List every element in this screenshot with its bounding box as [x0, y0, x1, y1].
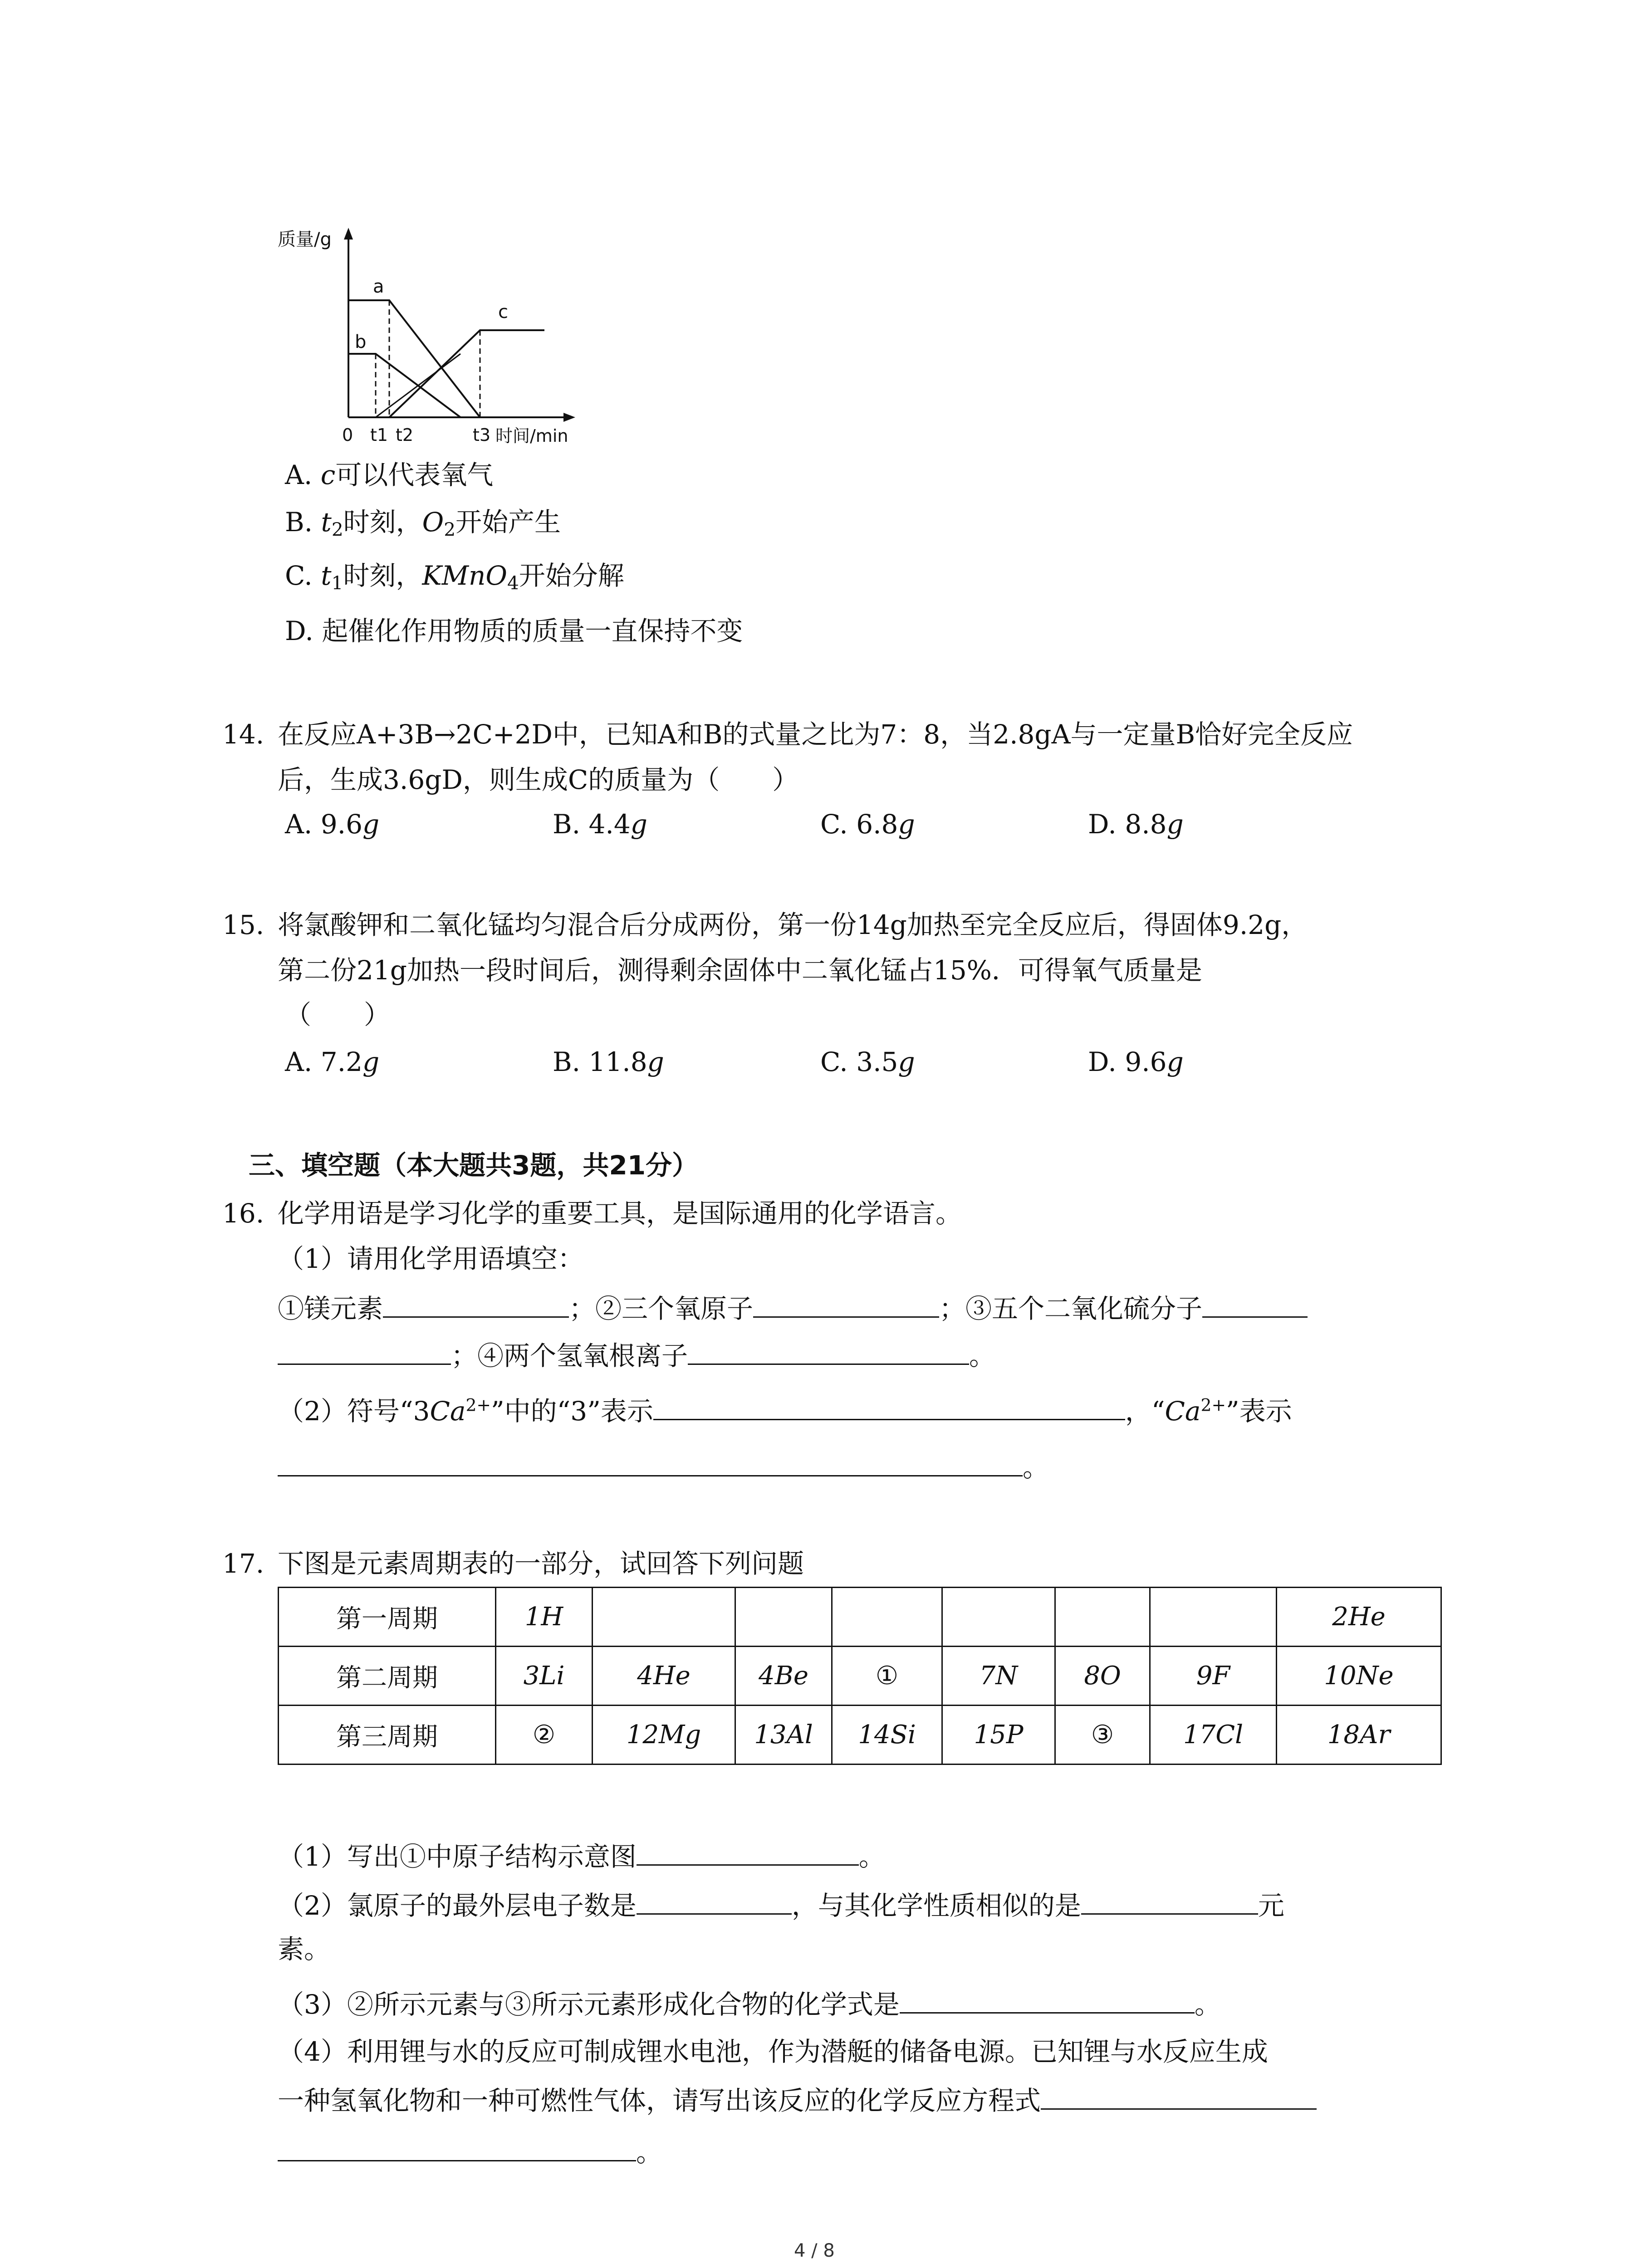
- mass-time-graph: [268, 218, 585, 458]
- table-row: [279, 1588, 1441, 1647]
- graph-tick-0: 0: [342, 425, 353, 445]
- q17-sub-2-cont: 素。: [278, 1934, 331, 1965]
- q17-sub-4-line-1: （4）利用锂与水的反应可制成锂水电池，作为潜艇的储备电源。已知锂与水反应生成: [278, 2036, 1268, 2067]
- q14-option-a: A. 9.6g: [285, 809, 380, 840]
- table-cell: 9F: [1150, 1647, 1277, 1706]
- q13-option-b: B. $t_2$时刻，$O_2$开始产生: [285, 507, 561, 541]
- q17-blank-2[interactable]: [637, 1891, 792, 1915]
- q16-blank-2[interactable]: [753, 1294, 939, 1318]
- table-cell: 4He: [593, 1647, 735, 1706]
- q15-option-d: D. 9.6g: [1088, 1046, 1184, 1077]
- table-cell: [832, 1588, 942, 1647]
- q15-line-2: 第二份21g加热一段时间后，测得剩余固体中二氧化锰占15%．可得氧气质量是: [278, 955, 1202, 986]
- q13-option-d: D. 起催化作用物质的质量一直保持不变: [285, 616, 743, 646]
- table-row: [279, 1706, 1441, 1765]
- table-cell: 7N: [942, 1647, 1055, 1706]
- table-cell: 8O: [1055, 1647, 1150, 1706]
- graph-tick-t1: t1: [370, 425, 388, 445]
- q17-sub-4-line-2: 一种氢氧化物和一种可燃性气体，请写出该反应的化学反应方程式: [278, 2086, 1317, 2114]
- table-cell: 第三周期: [279, 1706, 496, 1765]
- q16-blank-4[interactable]: [688, 1341, 969, 1365]
- q13-option-a: A. c可以代表氧气: [285, 459, 494, 490]
- graph-tick-t3: t3: [473, 425, 491, 445]
- q17-blank-5a[interactable]: [1041, 2086, 1317, 2110]
- q15-line-3: （ ）: [285, 999, 391, 1030]
- q15-option-c: C. 3.5g: [820, 1046, 915, 1077]
- q16-blank-3b[interactable]: [278, 1341, 451, 1365]
- q17-blank-4[interactable]: [900, 1989, 1195, 2014]
- q16-line-b: ；④两个氢氧根离子 。: [278, 1341, 995, 1369]
- table-cell: 第一周期: [279, 1588, 496, 1647]
- q14-line-1: 在反应A+3B→2C+2D中，已知A和B的式量之比为7：8，当2.8gA与一定量B恰好完全反应: [278, 719, 1353, 750]
- table-cell: ②: [496, 1706, 593, 1765]
- table-cell: 4Be: [735, 1647, 832, 1706]
- q16-number: 16.: [222, 1198, 265, 1229]
- table-cell: 3Li: [496, 1647, 593, 1706]
- q16-part-2: （2）符号“$3Ca^{2+}$”中的“3”表示 ，“$Ca^{2+}$”表示: [278, 1395, 1292, 1427]
- graph-label-a: a: [373, 276, 384, 297]
- q14-number: 14.: [222, 719, 265, 750]
- q16-line-a: ①镁元素 ；②三个氧原子 ；③五个二氧化硫分子: [278, 1294, 1308, 1322]
- q15-option-b: B. 11.8g: [553, 1046, 664, 1077]
- table-cell: 14Si: [832, 1706, 942, 1765]
- table-cell: [735, 1588, 832, 1647]
- q14-option-d: D. 8.8g: [1088, 809, 1184, 840]
- q17-blank-3[interactable]: [1081, 1891, 1258, 1915]
- table-cell: [1055, 1588, 1150, 1647]
- table-cell: 17Cl: [1150, 1706, 1277, 1765]
- table-cell: 10Ne: [1277, 1647, 1441, 1706]
- periodic-table: [278, 1587, 1442, 1765]
- q14-option-c: C. 6.8g: [820, 809, 915, 840]
- q16-blank-3a[interactable]: [1202, 1294, 1308, 1318]
- graph-label-b: b: [355, 332, 367, 352]
- table-row: [279, 1647, 1441, 1706]
- table-cell: 1H: [496, 1588, 593, 1647]
- table-cell: 13Al: [735, 1706, 832, 1765]
- q16-blank-5[interactable]: [653, 1396, 1125, 1420]
- q17-blank-1[interactable]: [637, 1842, 859, 1866]
- q15-line-1: 将氯酸钾和二氧化锰均匀混合后分成两份，第一份14g加热至完全反应后，得固体9.2g，: [278, 909, 1308, 940]
- table-cell: 第二周期: [279, 1647, 496, 1706]
- q15-number: 15.: [222, 909, 265, 940]
- table-cell: [942, 1588, 1055, 1647]
- table-cell: 15P: [942, 1706, 1055, 1765]
- table-cell: ③: [1055, 1706, 1150, 1765]
- graph-tick-t2: t2: [396, 425, 414, 445]
- q16-line-c: 。: [278, 1452, 1049, 1481]
- table-cell: [1150, 1588, 1277, 1647]
- q16-intro: 化学用语是学习化学的重要工具，是国际通用的化学语言。: [278, 1198, 962, 1229]
- graph-y-label: 质量/g: [278, 229, 332, 250]
- q16-blank-6[interactable]: [278, 1452, 1023, 1476]
- q16-part-1: （1）请用化学用语填空：: [278, 1243, 584, 1274]
- q17-number: 17.: [222, 1548, 265, 1579]
- q13-option-c: C. $t_1$时刻，KMnO$_4$开始分解: [285, 560, 624, 594]
- graph-label-c: c: [498, 302, 508, 323]
- page-number: 4 / 8: [794, 2240, 835, 2261]
- q17-intro: 下图是元素周期表的一部分，试回答下列问题: [278, 1548, 804, 1579]
- q14-option-b: B. 4.4g: [553, 809, 647, 840]
- table-cell: [593, 1588, 735, 1647]
- q17-sub-3: （3）②所示元素与③所示元素形成化合物的化学式是 。: [278, 1989, 1221, 2020]
- table-cell: 12Mg: [593, 1706, 735, 1765]
- table-cell: 2He: [1277, 1588, 1441, 1647]
- graph-x-label: 时间/min: [495, 426, 568, 446]
- q17-sub-4-line-3: 。: [278, 2137, 662, 2165]
- table-cell: ①: [832, 1647, 942, 1706]
- q14-line-2: 后，生成3.6gD，则生成C的质量为（ ）: [278, 764, 799, 795]
- table-cell: 18Ar: [1277, 1706, 1441, 1765]
- section-heading: 三、填空题（本大题共3题，共21分）: [249, 1150, 699, 1181]
- q16-blank-1[interactable]: [383, 1294, 569, 1318]
- q15-option-a: A. 7.2g: [285, 1046, 380, 1077]
- q17-blank-5b[interactable]: [278, 2137, 636, 2161]
- q17-sub-1: （1）写出①中原子结构示意图 。: [278, 1841, 885, 1872]
- q17-sub-2: （2）氯原子的最外层电子数是 ，与其化学性质相似的是 元: [278, 1890, 1284, 1921]
